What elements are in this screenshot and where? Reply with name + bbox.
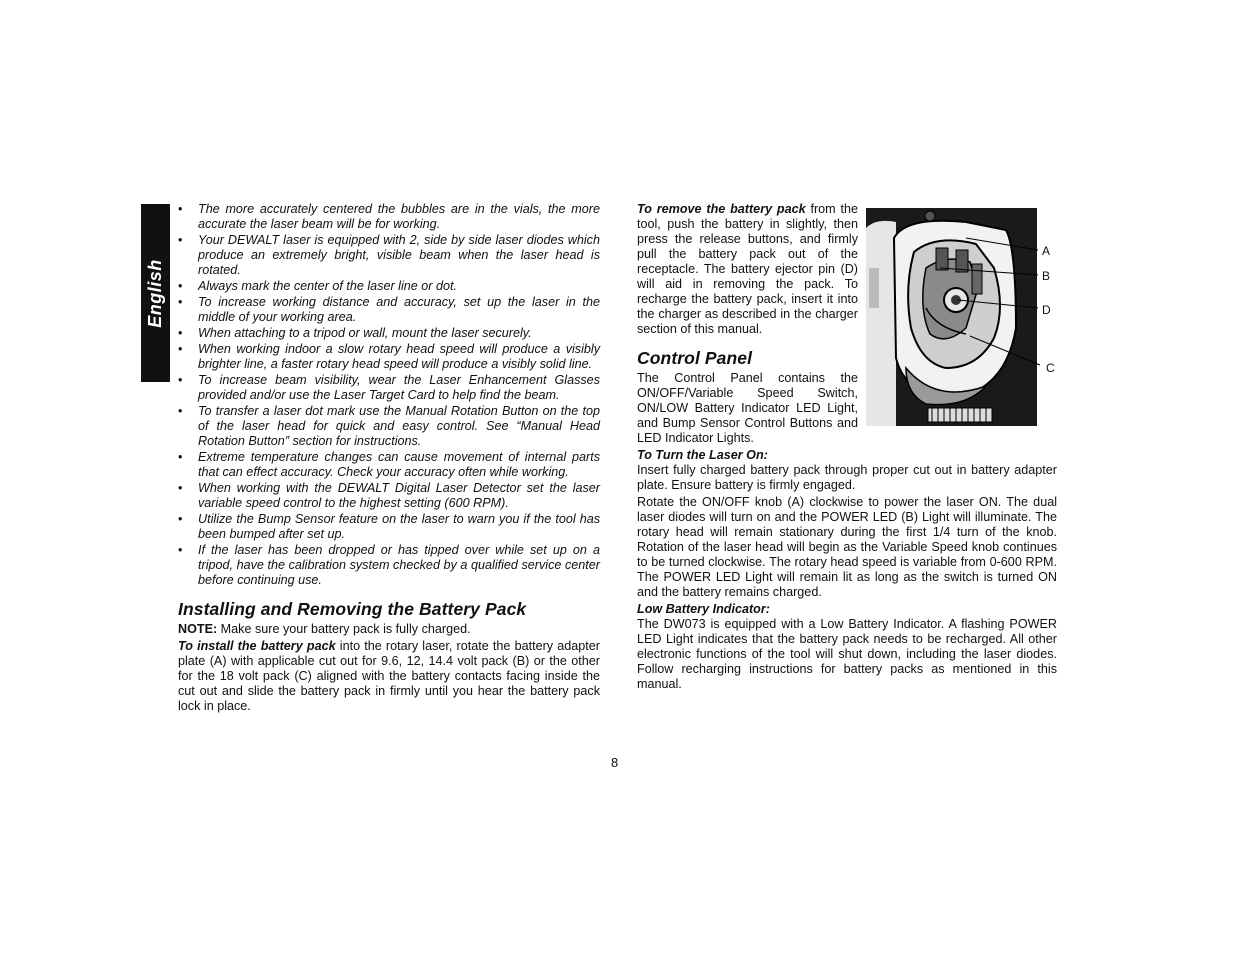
list-item: • Extreme temperature changes can cause movement of internal parts that can effect accuracy. Check your accuracy often while working. (178, 450, 600, 480)
control-panel-heading: Control Panel (637, 348, 753, 368)
turn-on-paragraph-1: Insert fully charged battery pack through proper cut out in battery adapter plate. Ensure battery is firmly engaged. (637, 463, 1057, 492)
tips-list (178, 202, 600, 588)
left-column (178, 202, 600, 716)
language-tab (141, 204, 170, 382)
battery-compartment-figure (866, 208, 1056, 426)
install-lead: To install the battery pack (178, 639, 336, 653)
control-panel-text: The Control Panel contains the ON/OFF/Variable Speed Switch, ON/LOW Battery Indicator LED Light, and Bump Sensor Control Buttons and LED Indicator Lights. (637, 371, 858, 445)
turn-on-paragraph-2: Rotate the ON/OFF knob (A) clockwise to power the laser ON. The dual laser diodes will turn on and the POWER LED (B) Light will illuminate. The rotary head will remain stationary during the first 1/4 turn of the knob. Rotation of the laser head will begin as the Variable Speed knob continues to be turned clockwise. The rotary head speed is variable from 0-600 RPM. The POWER LED Light will remain lit as long as the switch is turned ON and the battery remains charged. (637, 495, 1057, 599)
battery-compartment-illustration (866, 208, 1056, 426)
callout-b: B (1042, 269, 1051, 283)
list-item: • The more accurately centered the bubbles are in the vials, the more accurate the laser beam will be for working. (178, 202, 600, 232)
install-paragraph (178, 639, 600, 714)
note-paragraph (178, 622, 600, 637)
language-tab-label: English (145, 258, 166, 328)
remove-text: from the tool, push the battery in slightly, then press the release buttons, and firmly pull the battery pack out of the receptacle. The battery ejector pin (D) will aid in removing the pack. To recharge the battery pack, insert it into the charger as described in the charger section of this manual. (637, 202, 858, 336)
install-heading: Installing and Removing the Battery Pack (178, 599, 527, 619)
list-item: • If the laser has been dropped or has tipped over while set up on a tripod, have the calibration system checked by a qualified service center before continuing use. (178, 543, 600, 588)
list-item: • To increase beam visibility, wear the Laser Enhancement Glasses provided and/or use the Laser Target Card to help find the beam. (178, 373, 600, 403)
list-item: • When working indoor a slow rotary head speed will produce a visibly brighter line, a faster rotary head speed will produce a visibly solid line. (178, 342, 600, 372)
low-battery-heading: Low Battery Indicator: (637, 602, 770, 616)
callout-a: A (1042, 244, 1051, 258)
callout-d: D (1042, 303, 1051, 317)
page-number: 8 (611, 755, 619, 770)
turn-on-heading: To Turn the Laser On: (637, 448, 768, 462)
list-item: • To increase working distance and accuracy, set up the laser in the middle of your working area. (178, 295, 600, 325)
list-item: • Utilize the Bump Sensor feature on the laser to warn you if the tool has been bumped after set up. (178, 512, 600, 542)
remove-lead: To remove the battery pack (637, 202, 806, 216)
note-label: NOTE: (178, 622, 218, 636)
callout-c: C (1046, 361, 1055, 375)
install-text: into the rotary laser, rotate the battery adapter plate (A) with applicable cut out for 9.6, 12, 14.4 volt pack (B) or the other for the 18 volt pack (C) aligned with the battery contacts facing inside the cut out and slide the battery pack in firmly until you hear the battery pack lock in place. (178, 639, 600, 713)
note-text: Make sure your battery pack is fully charged. (217, 622, 471, 636)
list-item: • When attaching to a tripod or wall, mount the laser securely. (178, 326, 600, 341)
list-item: • When working with the DEWALT Digital Laser Detector set the laser variable speed control to the highest setting (600 RPM). (178, 481, 600, 511)
list-item: • To transfer a laser dot mark use the Manual Rotation Button on the top of the laser head for quick and easy control. See “Manual Head Rotation Button” section for instructions. (178, 404, 600, 449)
list-item: • Always mark the center of the laser line or dot. (178, 279, 600, 294)
remove-paragraph (637, 202, 858, 337)
low-battery-paragraph: The DW073 is equipped with a Low Battery Indicator. A flashing POWER LED Light indicates that the battery pack needs to be recharged. All other electronic functions of the tool will shut down, including the laser diodes. Follow recharging instructions for battery packs as mentioned in this manual. (637, 617, 1057, 691)
list-item: • Your DEWALT laser is equipped with 2, side by side laser diodes which produce an extremely bright, visible beam when the laser head is rotated. (178, 233, 600, 278)
